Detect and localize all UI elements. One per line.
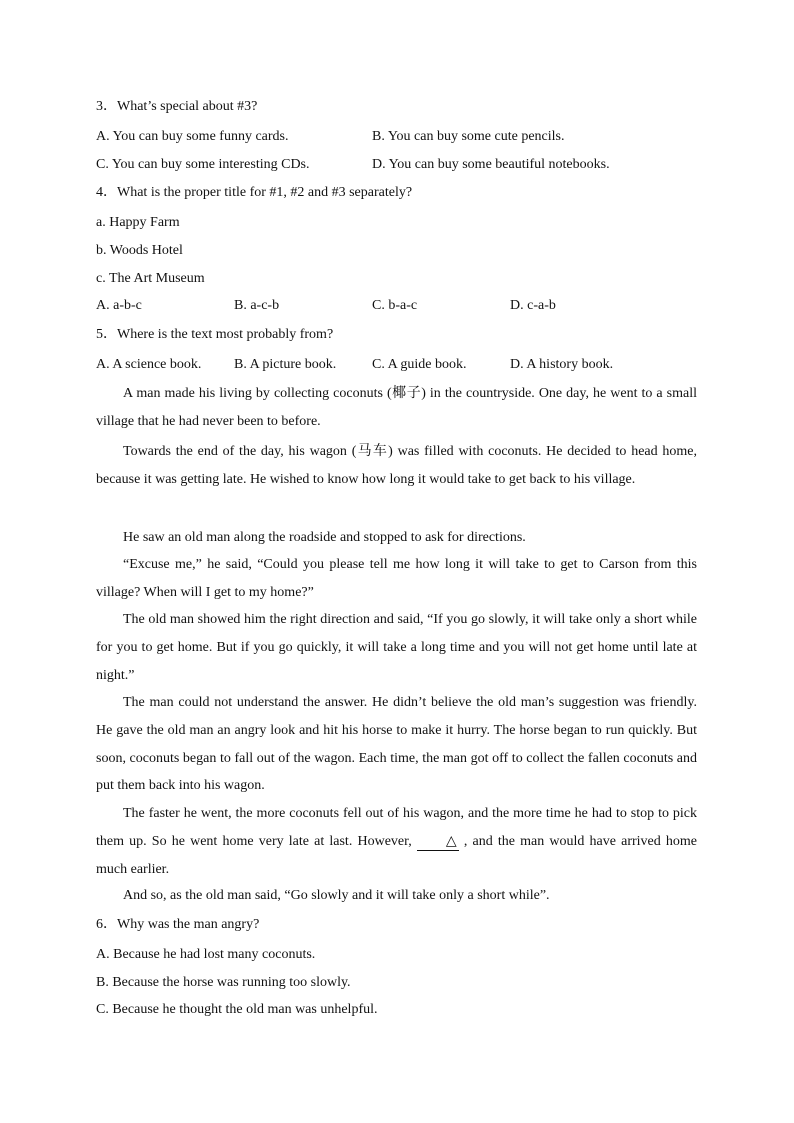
passage-paragraph-5: The old man showed him the right direction and said, “If you go slowly, it will take only a short while for you to get home. But if you go quickly, it will take a long time and you will not get home until late at night.”	[96, 612, 697, 683]
q3-option-a: A. You can buy some funny cards.	[96, 129, 289, 144]
fill-in-blank: △	[417, 834, 459, 851]
q5-option-a: A. A science book.	[96, 357, 202, 372]
q3-option-b: B. You can buy some cute pencils.	[372, 129, 565, 144]
q5-option-b: B. A picture book.	[234, 357, 337, 372]
q6-option-a: A. Because he had lost many coconuts.	[96, 947, 316, 962]
passage-paragraph-8: And so, as the old man said, “Go slowly and it will take only a short while”.	[123, 888, 550, 903]
q5-option-c: C. A guide book.	[372, 357, 467, 372]
paragraph-7-text-before: The faster he went, the more coconuts fell out of his wagon, and the more time he had to stop to pick them up. So he went home very late at last. However,	[96, 806, 697, 849]
q4-option-b: B. a-c-b	[234, 298, 280, 313]
passage-paragraph-7	[96, 800, 697, 883]
passage-paragraph-1: A man made his living by collecting coconuts (椰子) in the countryside. One day, he went to a small village that he had never been to before.	[96, 386, 697, 429]
q4-option-c: C. b-a-c	[372, 298, 418, 313]
passage-paragraph-3: He saw an old man along the roadside and stopped to ask for directions.	[123, 530, 526, 545]
q5-stem: 5．Where is the text most probably from?	[96, 327, 334, 342]
passage-paragraph-2: Towards the end of the day, his wagon (马车) was filled with coconuts. He decided to head home, because it was getting late. He wished to know how long it would take to get back to his village.	[96, 444, 697, 487]
q3-option-d: D. You can buy some beautiful notebooks.	[372, 157, 610, 172]
paragraph-7-text-after: , and the man would have arrived home much earlier.	[96, 833, 697, 877]
q4-title-b: b. Woods Hotel	[96, 243, 183, 258]
q3-stem: 3．What’s special about #3?	[96, 99, 258, 114]
passage-paragraph-4: “Excuse me,” he said, “Could you please tell me how long it will take to get to Carson from this village? When will I get to my home?”	[96, 557, 697, 600]
q3-option-c: C. You can buy some interesting CDs.	[96, 157, 310, 172]
q4-title-a: a. Happy Farm	[96, 215, 180, 230]
passage-paragraph-6: The man could not understand the answer. He didn’t believe the old man’s suggestion was friendly. He gave the old man an angry look and hit his horse to make it hurry. The horse began to run quickly. But soon, coconuts began to fall out of the wagon. Each time, the man got off to collect the fallen coconuts and put them back into his wagon.	[96, 695, 697, 794]
q6-option-c: C. Because he thought the old man was unhelpful.	[96, 1002, 378, 1017]
q6-option-b: B. Because the horse was running too slowly.	[96, 975, 351, 990]
q4-option-d: D. c-a-b	[510, 298, 556, 313]
q4-stem: 4．What is the proper title for #1, #2 and #3 separately?	[96, 185, 413, 200]
q4-title-c: c. The Art Museum	[96, 271, 205, 286]
q5-option-d: D. A history book.	[510, 357, 614, 372]
q6-stem: 6．Why was the man angry?	[96, 917, 260, 932]
q4-option-a: A. a-b-c	[96, 298, 142, 313]
